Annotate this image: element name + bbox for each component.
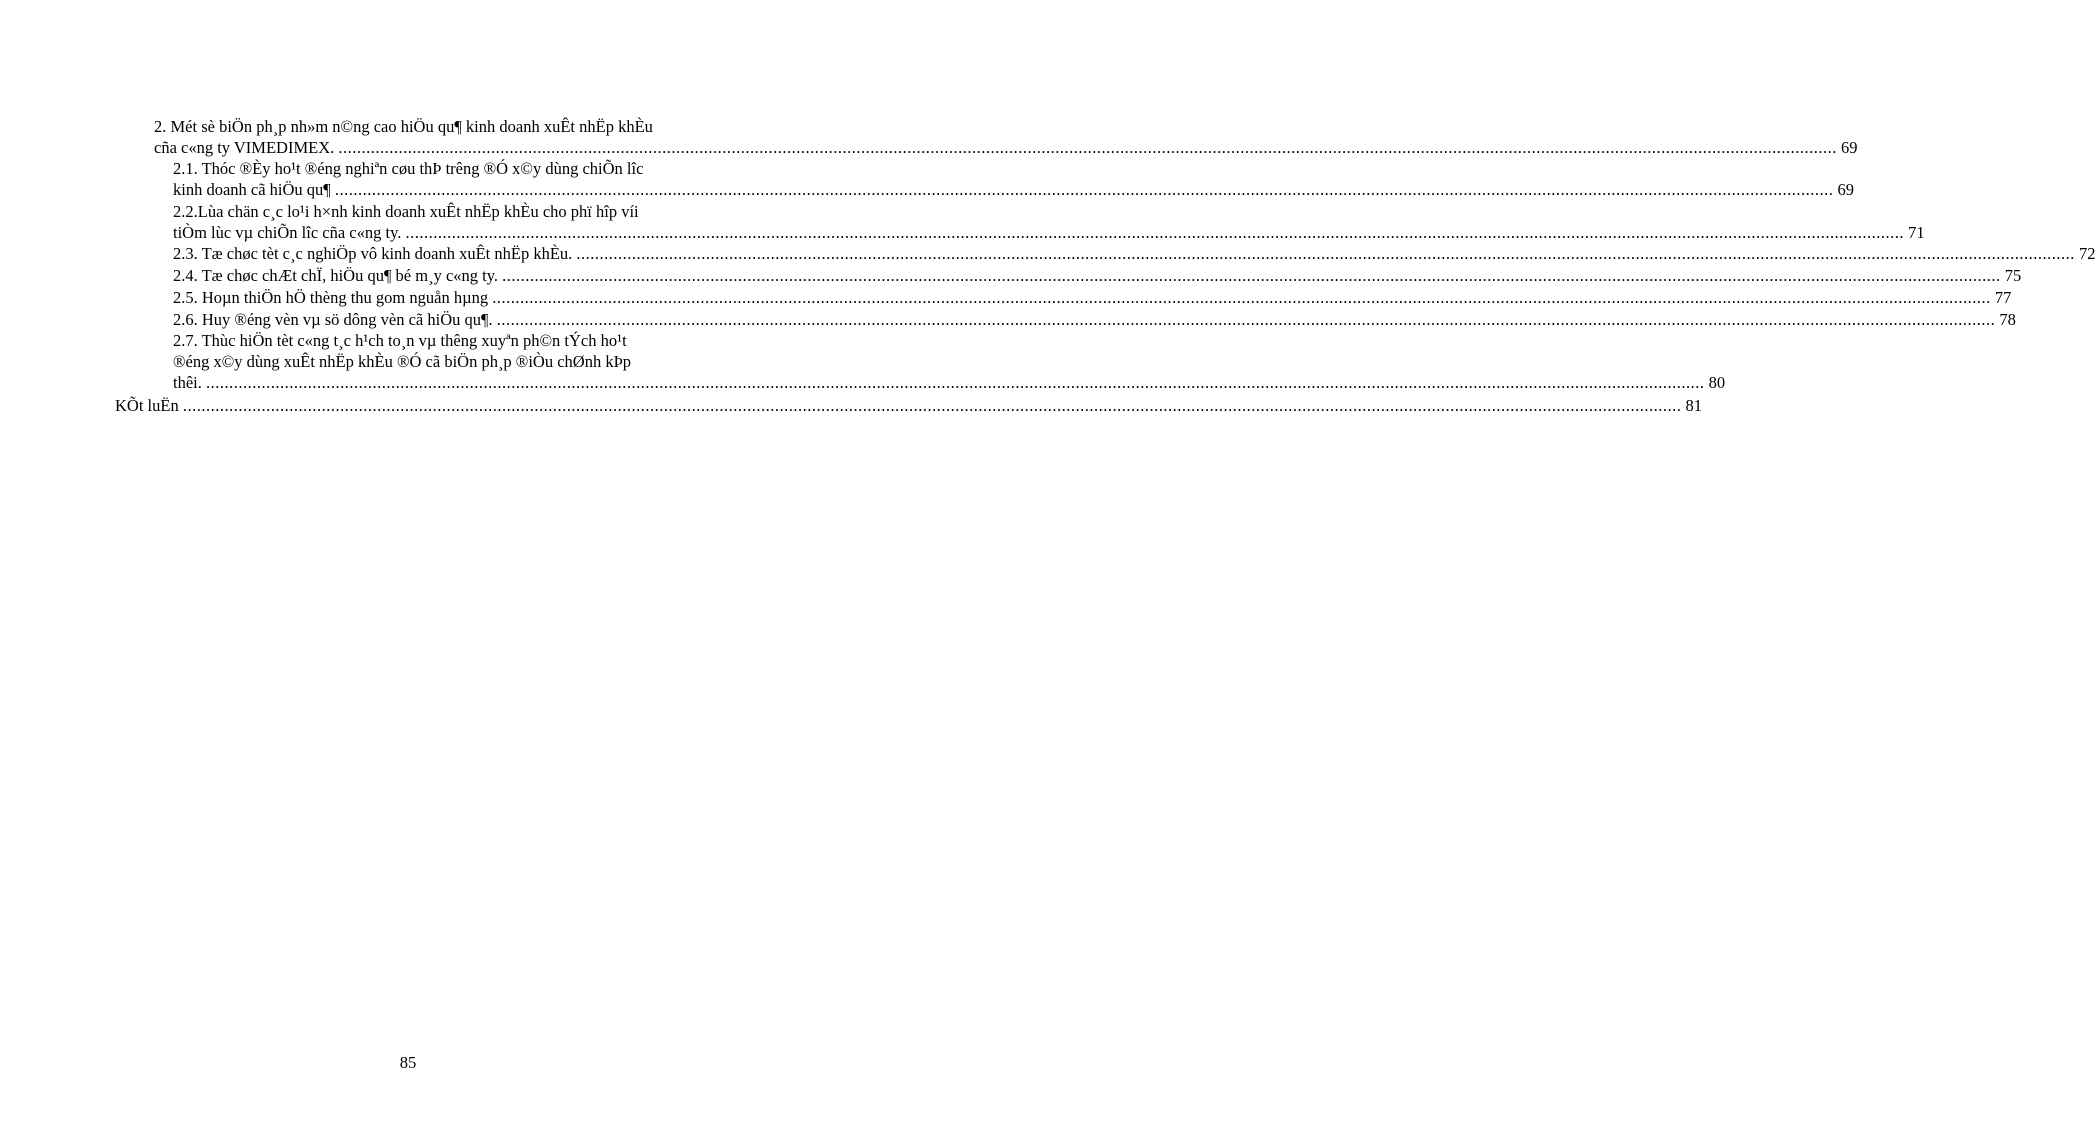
toc-dot-leader [492,288,1991,307]
toc-entry-2-4 [173,265,2022,286]
toc-entry-leader-line [173,243,2096,264]
toc-entry-leader-line [173,287,2012,308]
toc-entry-text: thêi. [173,373,206,392]
toc-page-number: 69 [1837,180,1855,199]
toc-entry-leader-line [173,265,2022,286]
toc-entry-text: 2.6. Huy ®éng vèn vµ sö dông vèn cã hiÖu qu¶. [173,310,497,329]
toc-dot-leader [206,373,1705,392]
toc-dot-leader [502,266,2001,285]
toc-entry-text: 2.1. Thóc ®Èy ho¹t ®éng nghiªn cøu thÞ trêng ®Ó x©y dùng chiÕn lîc [173,159,644,178]
toc-entry-leader-line [173,179,1855,200]
toc-entry-conclusion [115,395,1702,416]
toc-entry-text: cña c«ng ty VIMEDIMEX. [154,138,339,157]
toc-entry-text: 2.4. Tæ chøc chÆt chÏ, hiÖu qu¶ bé m¸y c«ng ty. [173,266,503,285]
toc-entry-2-3 [173,243,2096,264]
toc-page-number: 75 [2004,266,2022,285]
toc-entry-text: tiÒm lùc vµ chiÕn lîc cña c«ng ty. [173,223,406,242]
toc-entry-leader-line [115,395,1702,416]
toc-entry-text: 2. Mét sè biÖn ph¸p nh»m n©ng cao hiÖu qu¶ kinh doanh xuÊt nhËp khÈu [154,117,653,136]
toc-entry-2-5 [173,287,2012,308]
toc-entry-leader-line [173,222,1925,243]
page-number: 85 [399,1053,417,1072]
toc-entry-leader-line [154,137,1858,158]
toc-entry-text: 2.2.Lùa chän c¸c lo¹i h×nh kinh doanh xuÊt nhËp khÈu cho phï hîp víi [173,202,639,221]
toc-dot-leader [338,138,1837,157]
toc-page-number: 71 [1908,223,1925,242]
toc-entry-text: ®éng x©y dùng xuÊt nhËp khÈu ®Ó cã biÖn ph¸p ®iÒu chØnh kÞp [173,352,632,371]
toc-dot-leader [406,223,1905,242]
toc-entry-2 [154,116,1858,158]
toc-entry-text: 2.5. Hoµn thiÖn hÖ thèng thu gom nguån hµng [173,288,489,307]
toc-dot-leader [497,310,1996,329]
toc-entry-text: 2.7. Thùc hiÖn tèt c«ng t¸c h¹ch to¸n vµ thêng xuyªn ph©n tÝch ho¹t [173,331,627,350]
toc-dot-leader [335,180,1834,199]
toc-entry-2-1 [173,158,1855,200]
toc-dot-leader [183,396,1682,415]
toc-page-number: 69 [1841,138,1858,157]
toc-entry-text: KÕt luËn [115,396,179,415]
toc-entry-2-6 [173,309,2016,330]
toc-entry-2-7 [173,330,1726,393]
toc-entry-text: 2.3. Tæ chøc tèt c¸c nghiÖp vô kinh doanh xuÊt nhËp khÈu. [173,244,577,263]
toc-page-number: 81 [1685,396,1702,415]
toc-page-number: 77 [1994,288,2012,307]
toc-dot-leader [576,244,2075,263]
toc-entry-leader-line [173,309,2016,330]
toc-entry-text: kinh doanh cã hiÖu qu¶ [173,180,331,199]
toc-page-number: 80 [1708,373,1726,392]
toc-entry-2-2 [173,201,1925,243]
toc-page-number: 72 [2079,244,2096,263]
toc-entry-leader-line [173,372,1726,393]
toc-page-number: 78 [1999,310,2016,329]
